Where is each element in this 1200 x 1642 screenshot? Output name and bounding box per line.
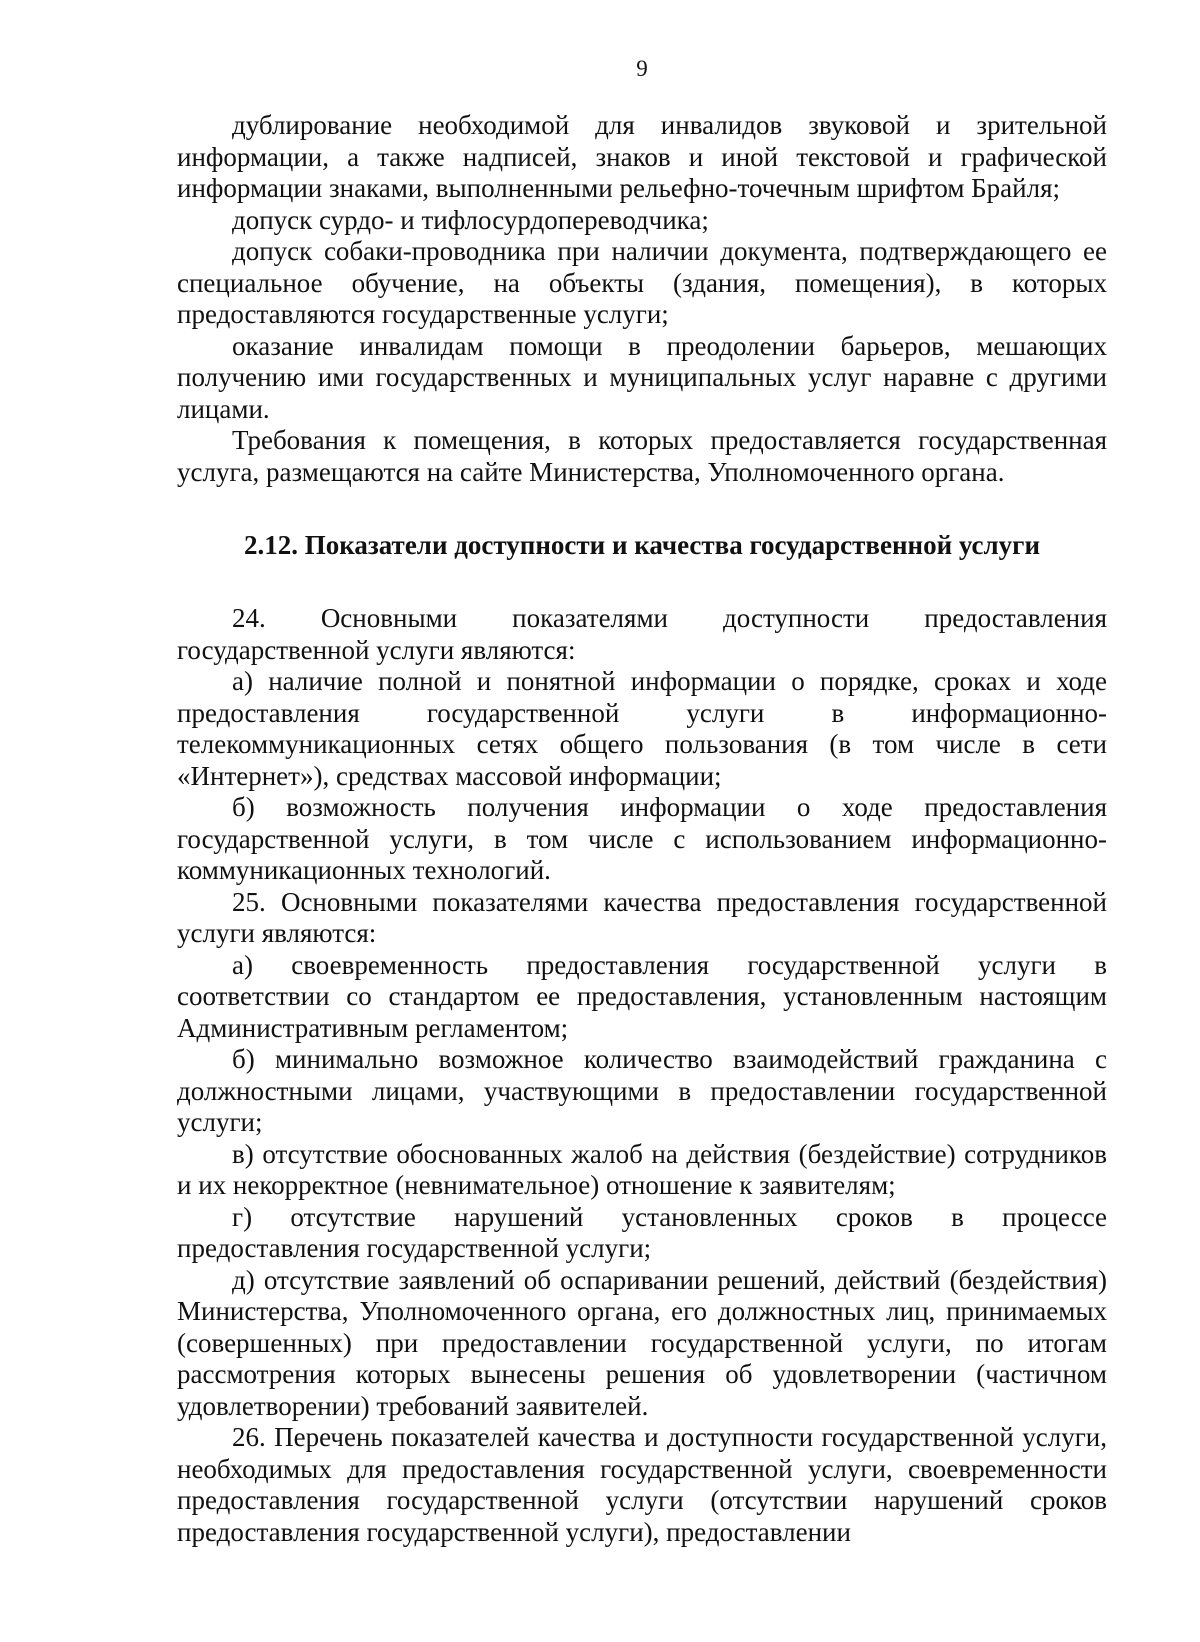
paragraph: а) наличие полной и понятной информации о порядке, сроках и ходе предоставления государственной услуги в информационно-телекоммуникационных сетях общего пользования (в том числе в сети «Интернет»), средствах массовой информации; [177, 666, 1107, 791]
paragraph: допуск собаки-проводника при наличии документа, подтверждающего ее специальное обучение, на объекты (здания, помещения), в которых предоставляются государственные услуги; [177, 236, 1107, 329]
paragraph: г) отсутствие нарушений установленных сроков в процессе предоставления государственной услуги; [177, 1201, 1107, 1263]
body-text-after [177, 603, 1107, 1548]
paragraph: оказание инвалидам помощи в преодолении барьеров, мешающих получению ими государственных и муниципальных услуг наравне с другими лицами. [177, 330, 1107, 424]
section-title: 2.12. Показатели доступности и качества государственной услуги [244, 530, 1040, 560]
paragraph: б) возможность получения информации о ходе предоставления государственной услуги, в том числе с использованием информационно-коммуникационных технологий. [177, 792, 1107, 885]
paragraph: а) своевременность предоставления государственной услуги в соответствии со стандартом ее предоставления, установленным настоящим Административным регламентом; [177, 949, 1107, 1043]
paragraph: д) отсутствие заявлений об оспаривании решений, действий (бездействия) Министерства, Уполномоченного органа, его должностных лиц, принимаемых (совершенных) при предоставлении государственной услуги, по итогам рассмотрения которых вынесены решения об удовлетворении (частичном удовлетворении) требований заявителей. [177, 1264, 1107, 1421]
paragraph: дублирование необходимой для инвалидов звуковой и зрительной информации, а также надписей, знаков и иной текстовой и графической информации знаками, выполненными рельефно-точечным шрифтом Брайля; [177, 110, 1107, 203]
paragraph: в) отсутствие обоснованных жалоб на действия (бездействие) сотрудников и их некорректное (невнимательное) отношение к заявителям; [177, 1138, 1107, 1200]
paragraph: 25. Основными показателями качества предоставления государственной услуги являются: [177, 886, 1107, 948]
page-number: 9 [636, 56, 648, 81]
paragraph: б) минимально возможное количество взаимодействий гражданина с должностными лицами, участвующими в предоставлении государственной услуги; [177, 1044, 1107, 1137]
paragraph: допуск сурдо- и тифлосурдопереводчика; [232, 204, 709, 235]
body-text-before [177, 110, 1107, 488]
paragraph: 24. Основными показателями доступности предоставления государственной услуги являются: [177, 603, 1107, 665]
paragraph: 26. Перечень показателей качества и доступности государственной услуги, необходимых для предоставления государственной услуги, своевременности предоставления государственной услуги (отсутствии нарушений сроков предоставления государственной услуги), предоставлении [177, 1422, 1107, 1547]
paragraph: Требования к помещения, в которых предоставляется государственная услуга, размещаются на сайте Министерства, Уполномоченного органа. [177, 425, 1107, 487]
document-page [177, 55, 1107, 1548]
